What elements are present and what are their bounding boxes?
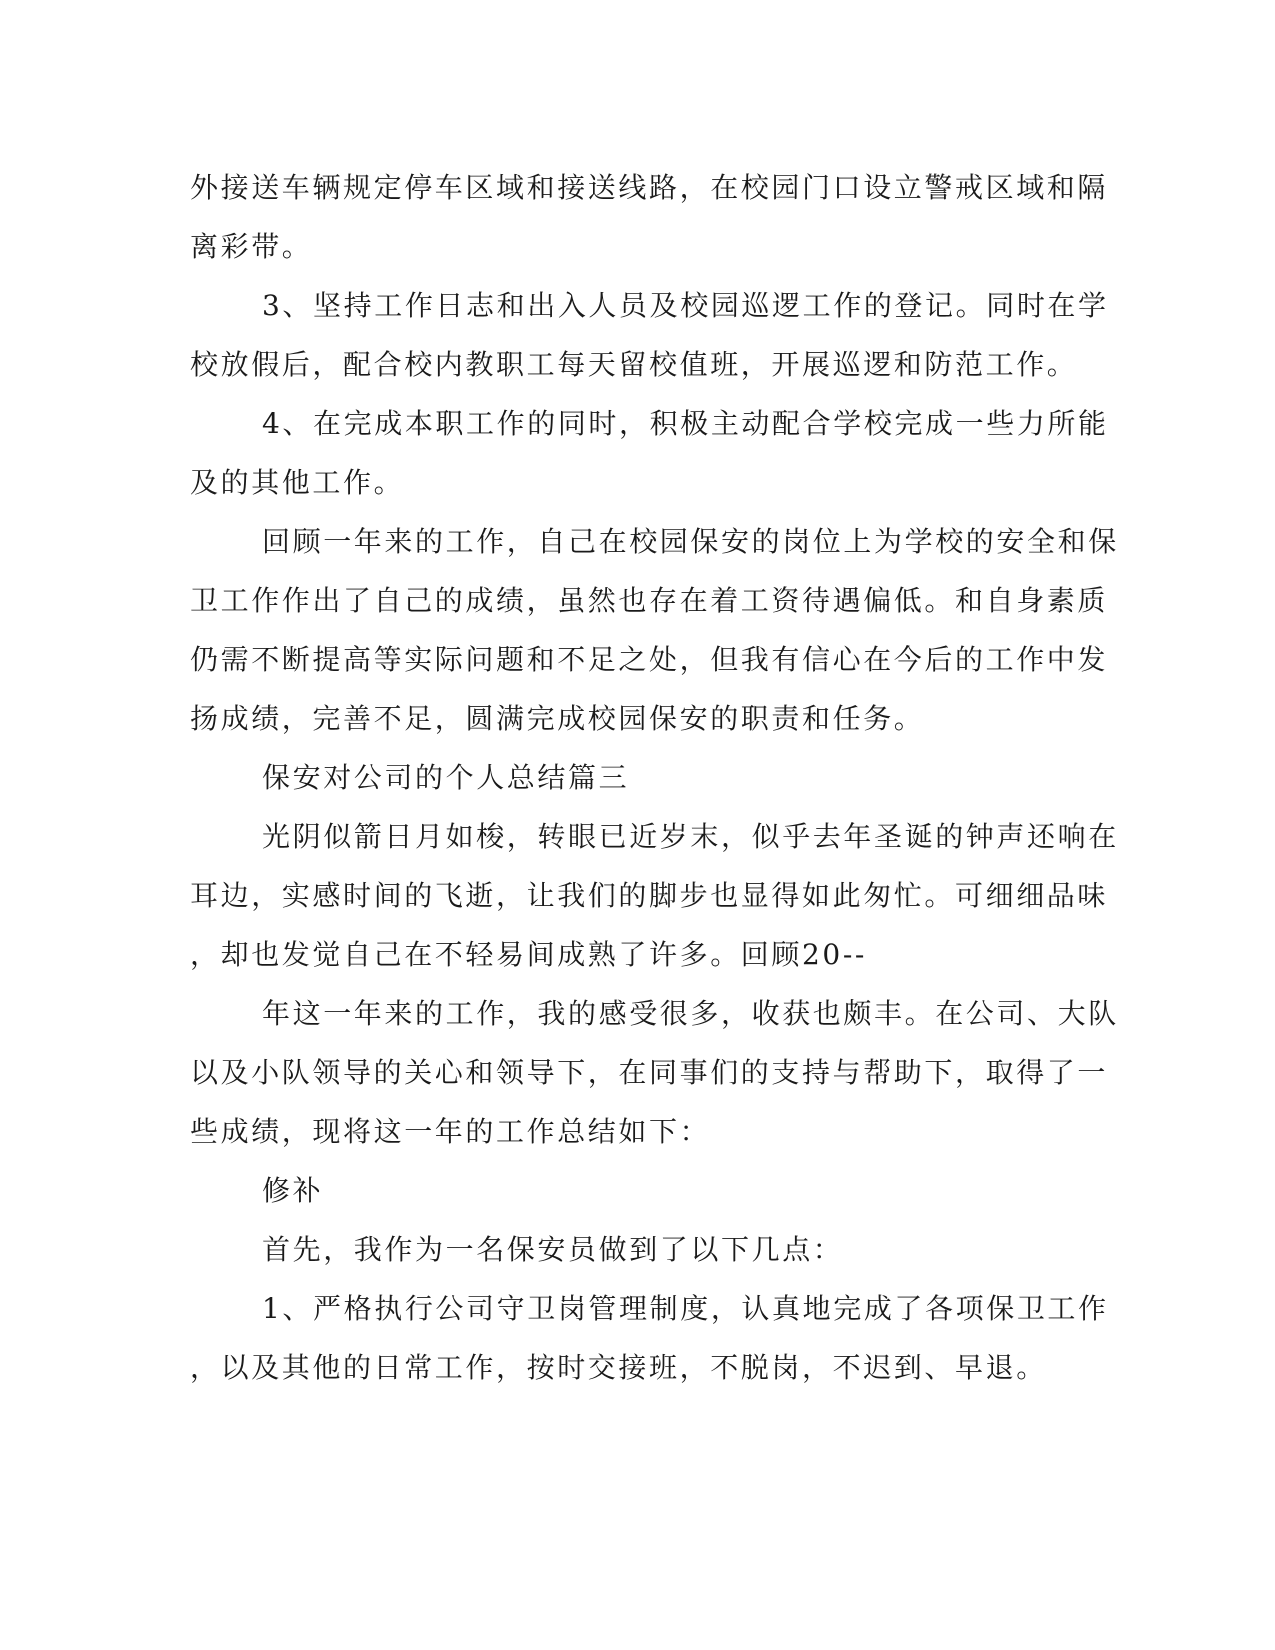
- text-line: ，以及其他的日常工作，按时交接班，不脱岗，不迟到、早退。: [190, 1351, 1047, 1384]
- text-line: 首先，我作为一名保安员做到了以下几点：: [262, 1233, 844, 1266]
- text-line: 回顾一年来的工作，自己在校园保安的岗位上为学校的安全和保: [262, 525, 1119, 558]
- text-line: 修补: [262, 1174, 324, 1207]
- text-line: 以及小队领导的关心和领导下，在同事们的支持与帮助下，取得了一: [190, 1056, 1109, 1089]
- text-line: 1、严格执行公司守卫岗管理制度，认真地完成了各项保卫工作: [262, 1292, 1109, 1325]
- text-line: 年这一年来的工作，我的感受很多，收获也颇丰。在公司、大队: [262, 997, 1119, 1030]
- text-line: 离彩带。: [190, 230, 313, 263]
- text-line: 校放假后，配合校内教职工每天留校值班，开展巡逻和防范工作。: [190, 348, 1078, 381]
- text-line: 些成绩，现将这一年的工作总结如下：: [190, 1115, 711, 1148]
- text-line: 外接送车辆规定停车区域和接送线路，在校园门口设立警戒区域和隔: [190, 171, 1109, 204]
- text-line: 3、坚持工作日志和出入人员及校园巡逻工作的登记。同时在学: [262, 289, 1109, 322]
- section-heading: 保安对公司的个人总结篇三: [262, 761, 630, 794]
- text-line: 扬成绩，完善不足，圆满完成校园保安的职责和任务。: [190, 702, 925, 735]
- text-line: 4、在完成本职工作的同时，积极主动配合学校完成一些力所能: [262, 407, 1109, 440]
- text-line: 卫工作作出了自己的成绩，虽然也存在着工资待遇偏低。和自身素质: [190, 584, 1109, 617]
- text-line: 仍需不断提高等实际问题和不足之处，但我有信心在今后的工作中发: [190, 643, 1109, 676]
- text-line: 耳边，实感时间的飞逝，让我们的脚步也显得如此匆忙。可细细品味: [190, 879, 1109, 912]
- text-line: 光阴似箭日月如梭，转眼已近岁末，似乎去年圣诞的钟声还响在: [262, 820, 1119, 853]
- text-line: ，却也发觉自己在不轻易间成熟了许多。回顾20--: [190, 938, 867, 971]
- text-line: 及的其他工作。: [190, 466, 405, 499]
